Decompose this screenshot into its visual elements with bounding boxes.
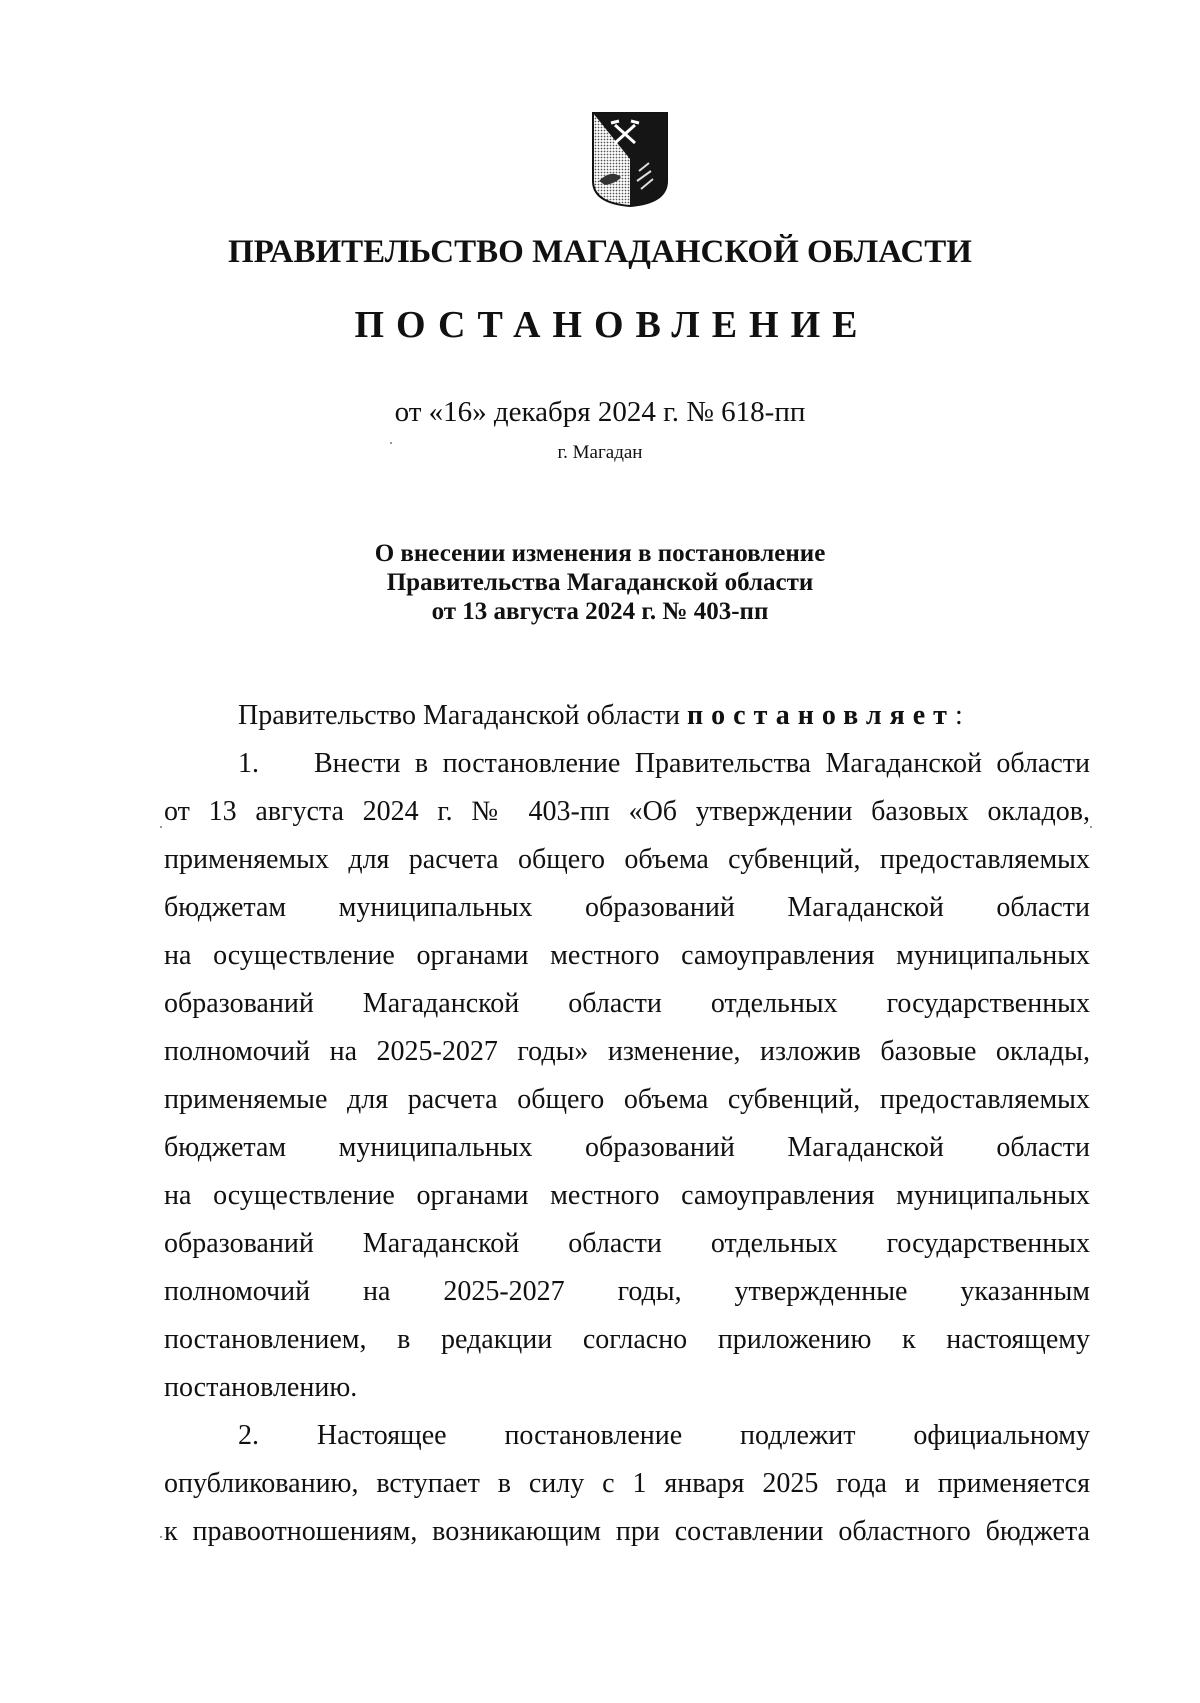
clause-1-first-line [164, 740, 1090, 788]
subject-line: О внесении изменения в постановление [374, 540, 826, 567]
clause-line: к правоотношениям, возникающим при составлении областного бюджета [164, 1516, 1090, 1547]
clause-line: бюджетам муниципальных образований Магаданской области [164, 1132, 1090, 1163]
clause-line: полномочий на 2025-2027 годы, утвержденные указанным [164, 1276, 1090, 1307]
scan-speck [1090, 826, 1092, 828]
document-date-number: от «16» декабря 2024 г. № 618-пп [394, 396, 806, 428]
preamble-colon: : [954, 700, 963, 731]
scan-speck [160, 826, 162, 828]
clause-line: Внести в постановление Правительства Магаданской области [314, 748, 1090, 779]
clause-line: опубликованию, вступает в силу с 1 января 2025 года и применяется [164, 1468, 1090, 1499]
organization-title: ПРАВИТЕЛЬСТВО МАГАДАНСКОЙ ОБЛАСТИ [228, 234, 972, 270]
scan-speck [160, 1536, 162, 1538]
scan-speck [390, 442, 392, 444]
preamble [164, 692, 1090, 740]
clause-line: применяемые для расчета общего объема субвенций, предоставляемых [164, 1084, 1090, 1115]
clause-line: полномочий на 2025-2027 годы» изменение, изложив базовые оклады, [164, 1036, 1090, 1067]
preamble-verb: постановляет [687, 700, 955, 731]
clause-line: на осуществление органами местного самоуправления муниципальных [164, 1180, 1090, 1211]
clause-line: на осуществление органами местного самоуправления муниципальных [164, 940, 1090, 971]
clause-line: постановлением, в редакции согласно приложению к настоящему [164, 1324, 1090, 1355]
document-subject [0, 539, 1200, 626]
preamble-text: Правительство Магаданской области [238, 700, 681, 731]
clause-line: применяемых для расчета общего объема субвенций, предоставляемых [164, 844, 1090, 875]
clause-number: 1. [238, 748, 259, 779]
coat-of-arms-emblem [591, 111, 669, 207]
clause-2-first-line: 2. Настоящее постановление подлежит официальному [238, 1420, 1090, 1451]
clause-line: постановлению. [164, 1372, 358, 1403]
clause-line: бюджетам муниципальных образований Магаданской области [164, 892, 1090, 923]
document-type-heading: ПОСТАНОВЛЕНИЕ [354, 304, 870, 346]
clause-line: от 13 августа 2024 г. № 403-пп «Об утверждении базовых окладов, [164, 796, 1090, 827]
issuing-city: г. Магадан [557, 442, 643, 463]
document-body [164, 692, 1090, 1556]
clause-line: образований Магаданской области отдельных государственных [164, 1228, 1090, 1259]
clause-line: образований Магаданской области отдельных государственных [164, 988, 1090, 1019]
subject-line: от 13 августа 2024 г. № 403-пп [431, 598, 769, 625]
subject-line: Правительства Магаданской области [386, 569, 814, 596]
